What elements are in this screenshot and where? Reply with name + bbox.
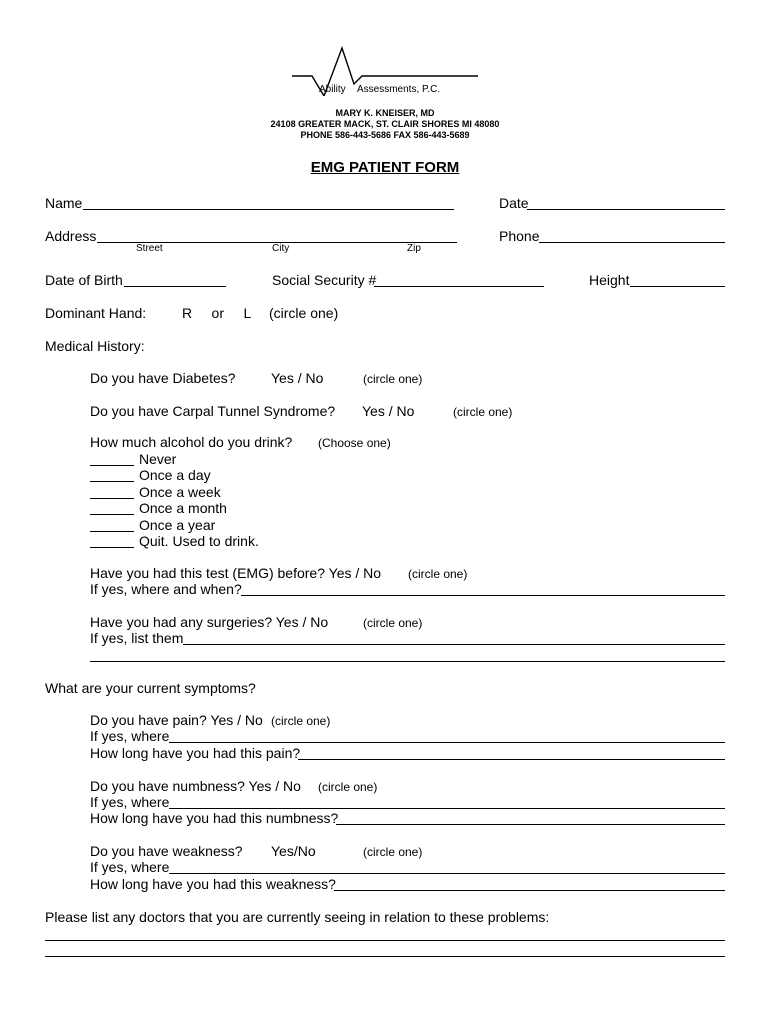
list-item[interactable]: Once a week: [90, 484, 259, 500]
emg-question: Have you had this test (EMG) before? Yes / No: [90, 565, 382, 581]
pain-where-field[interactable]: [169, 727, 725, 743]
alcohol-blank[interactable]: [90, 519, 134, 532]
numbness-duration-label: How long have you had this numbness?: [90, 810, 339, 826]
dob-label: Date of Birth: [45, 272, 123, 288]
doctors-question: Please list any doctors that you are currently seeing in relation to these problems:: [45, 909, 550, 925]
numbness-hint: (circle one): [318, 780, 378, 794]
emg-followup-field[interactable]: [241, 580, 725, 596]
emg-hint: (circle one): [408, 567, 468, 581]
hand-circle-hint: (circle one): [269, 305, 339, 321]
diabetes-hint: (circle one): [363, 372, 423, 386]
alcohol-blank[interactable]: [90, 486, 134, 499]
alcohol-blank[interactable]: [90, 469, 134, 482]
diabetes-options[interactable]: Yes / No: [271, 370, 324, 386]
surgery-question: Have you had any surgeries? Yes / No: [90, 614, 329, 630]
doctors-line-1[interactable]: [45, 925, 725, 941]
numbness-where-field[interactable]: [169, 793, 725, 809]
carpal-options[interactable]: Yes / No: [362, 403, 415, 419]
weakness-where-field[interactable]: [169, 858, 725, 874]
weakness-where-label: If yes, where: [90, 859, 170, 875]
phone-field[interactable]: [539, 227, 725, 243]
list-item[interactable]: Once a year: [90, 517, 259, 533]
surgery-followup-field[interactable]: [183, 629, 725, 645]
pain-hint: (circle one): [271, 714, 331, 728]
alcohol-hint: (Choose one): [318, 436, 391, 450]
doctors-line-2[interactable]: [45, 941, 725, 957]
symptoms-heading: What are your current symptoms?: [45, 680, 256, 696]
numbness-duration-field[interactable]: [336, 809, 725, 825]
weakness-options[interactable]: Yes/No: [271, 843, 316, 859]
clinic-address: 24108 GREATER MACK, ST. CLAIR SHORES MI 48080: [270, 119, 500, 129]
list-item[interactable]: Once a day: [90, 467, 259, 483]
clinic-phone-fax: PHONE 586-443-5686 FAX 586-443-5689: [300, 130, 470, 140]
alcohol-options-list: [90, 451, 259, 549]
alcohol-blank[interactable]: [90, 535, 134, 548]
pain-duration-field[interactable]: [298, 744, 725, 760]
date-label: Date: [499, 195, 529, 211]
city-sublabel: City: [272, 243, 290, 254]
date-field[interactable]: [527, 194, 725, 210]
logo-text-ability: Ability: [319, 84, 346, 95]
form-title: EMG PATIENT FORM: [310, 159, 460, 176]
weakness-question: Do you have weakness?: [90, 843, 243, 859]
dominant-hand-label: Dominant Hand:: [45, 305, 147, 321]
doctor-name: MARY K. KNEISER, MD: [335, 108, 435, 118]
numbness-question: Do you have numbness? Yes / No: [90, 778, 301, 794]
list-item[interactable]: Quit. Used to drink.: [90, 533, 259, 549]
weakness-duration-label: How long have you had this weakness?: [90, 876, 336, 892]
ssn-label: Social Security #: [272, 272, 377, 288]
address-field[interactable]: [97, 227, 457, 243]
list-item[interactable]: Never: [90, 451, 259, 467]
phone-label: Phone: [499, 228, 540, 244]
diabetes-question: Do you have Diabetes?: [90, 370, 236, 386]
alcohol-question: How much alcohol do you drink?: [90, 434, 293, 450]
surgery-extra-line[interactable]: [90, 646, 725, 662]
carpal-question: Do you have Carpal Tunnel Syndrome?: [90, 403, 336, 419]
weakness-duration-field[interactable]: [334, 875, 725, 891]
pain-where-label: If yes, where: [90, 728, 170, 744]
name-label: Name: [45, 195, 83, 211]
street-sublabel: Street: [136, 243, 163, 254]
height-field[interactable]: [630, 271, 725, 287]
height-label: Height: [589, 272, 630, 288]
hand-options[interactable]: R or L: [182, 305, 252, 321]
ssn-field[interactable]: [374, 271, 544, 287]
logo: [290, 44, 480, 96]
weakness-hint: (circle one): [363, 845, 423, 859]
address-label: Address: [45, 228, 97, 244]
emg-followup-label: If yes, where and when?: [90, 581, 242, 597]
surgery-hint: (circle one): [363, 616, 423, 630]
pain-duration-label: How long have you had this pain?: [90, 745, 301, 761]
alcohol-blank[interactable]: [90, 453, 134, 466]
medical-history-heading: Medical History:: [45, 338, 145, 354]
name-field[interactable]: [83, 194, 454, 210]
alcohol-blank[interactable]: [90, 502, 134, 515]
list-item[interactable]: Once a month: [90, 500, 259, 516]
surgery-followup-label: If yes, list them: [90, 630, 184, 646]
logo-text-assessments: Assessments, P.C.: [357, 84, 441, 95]
dob-field[interactable]: [124, 271, 226, 287]
numbness-where-label: If yes, where: [90, 794, 170, 810]
pain-question: Do you have pain? Yes / No: [90, 712, 263, 728]
zip-sublabel: Zip: [407, 243, 421, 254]
carpal-hint: (circle one): [453, 405, 513, 419]
